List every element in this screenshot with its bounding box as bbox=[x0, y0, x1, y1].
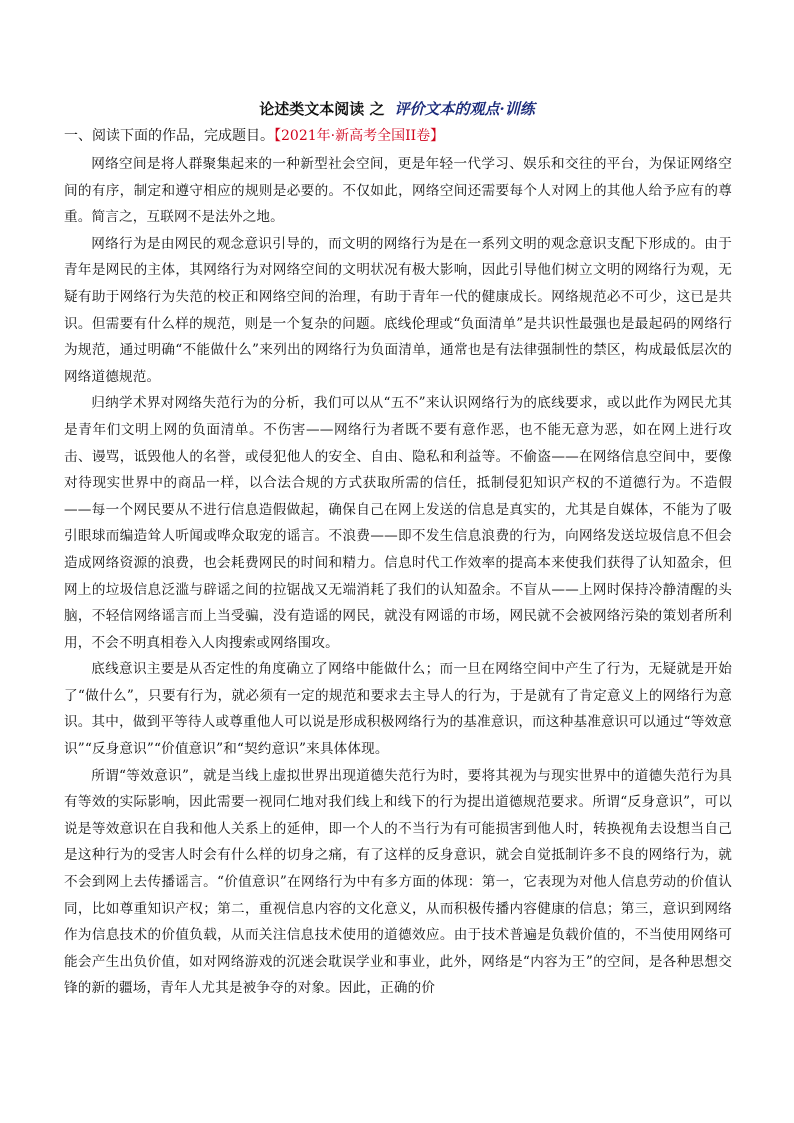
title-main: 论述类文本阅读 之 bbox=[259, 100, 385, 118]
question-instruction bbox=[64, 125, 734, 147]
paragraph-5: 所谓“等效意识”，就是当线上虚拟世界出现道德失范行为时，要将其视为与现实世界中的道德失范行为具有等效的实际影响，因此需要一视同仁地对我们线上和线下的行为提出道德规范要求。所谓“反身意识”，可以说是等效意识在自我和他人关系上的延伸，即一个人的不当行为有可能损害到他人时，转换视角去设想当自己是这种行为的受害人时会有什么样的切身之痛，有了这样的反身意识，就会自觉抵制许多不良的网络行为，就不会到网上去传播谣言。“价值意识”在网络行为中有多方面的体现：第一，它表现为对他人信息劳动的价值认同，比如尊重知识产权；第二，重视信息内容的文化意义，从而积极传播内容健康的信息；第三，意识到网络作为信息技术的价值负载，从而关注信息技术使用的道德效应。由于技术普遍是负载价值的，不当使用网络可能会产生出负价值，如对网络游戏的沉迷会耽误学业和事业，此外，网络是“内容为王”的空间，是各种思想交锋的新的疆场，青年人尤其是被争夺的对象。因此，正确的价 bbox=[64, 767, 732, 997]
paragraph-1: 网络空间是将人群聚集起来的一种新型社会空间，更是年轻一代学习、娱乐和交往的平台，为保证网络空间的有序，制定和遵守相应的规则是必要的。不仅如此，网络空间还需要每个人对网上的其他人给予应有的尊重。简言之，互联网不是法外之地。 bbox=[64, 156, 732, 226]
article-body bbox=[64, 151, 732, 1002]
instruction-text: 一、阅读下面的作品，完成题目。 bbox=[64, 128, 274, 144]
paragraph-4: 底线意识主要是从否定性的角度确立了网络中能做什么；而一旦在网络空间中产生了行为，无疑就是开始了“做什么”，只要有行为，就必须有一定的规范和要求去主导人的行为，于是就有了肯定意义上的网络行为意识。其中，做到平等待人或尊重他人可以说是形成积极网络行为的基准意识，而这种基准意识可以通过“等效意识”“反身意识”“价值意识”和“契约意识”来具体体现。 bbox=[64, 661, 732, 758]
title-sub: 评价文本的观点·训练 bbox=[394, 100, 535, 118]
paragraph-2: 网络行为是由网民的观念意识引导的，而文明的网络行为是在一系列文明的观念意识支配下形成的。由于青年是网民的主体，其网络行为对网络空间的文明状况有极大影响，因此引导他们树立文明的网络行为观，无疑有助于网络行为失范的校正和网络空间的治理，有助于青年一代的健康成长。网络规范必不可少，这已是共识。但需要有什么样的规范，则是一个复杂的问题。底线伦理或“负面清单”是共识性最强也是最起码的网络行为规范，通过明确“不能做什么”来列出的网络行为负面清单，通常也是有法律强制性的禁区，构成最低层次的网络道德规范。 bbox=[64, 235, 732, 385]
exam-source: 【2021年·新高考全国II卷】 bbox=[274, 128, 445, 144]
page-title bbox=[0, 98, 794, 120]
paragraph-3: 归纳学术界对网络失范行为的分析，我们可以从“五不”来认识网络行为的底线要求，或以此作为网民尤其是青年们文明上网的负面清单。不伤害——网络行为者既不要有意作恶，也不能无意为恶，如在网上进行攻击、谩骂，诋毁他人的名誉，或侵犯他人的安全、自由、隐私和利益等。不偷盗——在网络信息空间中，要像对待现实世界中的商品一样，以合法合规的方式获取所需的信任，抵制侵犯知识产权的不道德行为。不造假——每一个网民要从不进行信息造假做起，确保自己在网上发送的信息是真实的，尤其是自媒体，不能为了吸引眼球而编造耸人听闻或哗众取宠的谣言。不浪费——即不发生信息浪费的行为，向网络发送垃圾信息不但会造成网络资源的浪费，也会耗费网民的时间和精力。信息时代工作效率的提高本来使我们获得了认知盈余，但网上的垃圾信息泛滥与辟谣之间的拉锯战又无端消耗了我们的认知盈余。不盲从——上网时保持冷静清醒的头脑，不轻信网络谣言而上当受骗，没有造谣的网民，就没有网谣的市场，网民就不会被网络污染的策划者所利用，不会不明真相卷入人肉搜索或网络围攻。 bbox=[64, 395, 732, 651]
